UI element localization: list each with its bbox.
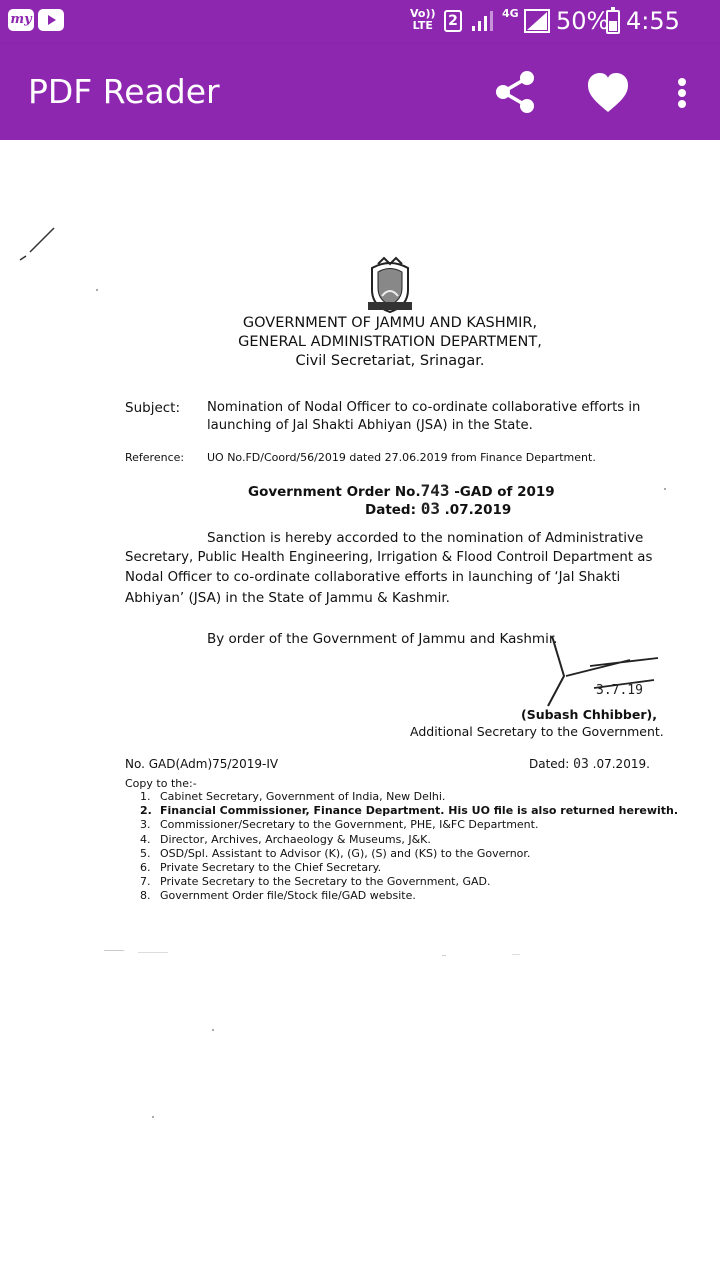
battery-percentage: 50% xyxy=(556,7,610,35)
dated-day: 03 xyxy=(420,499,440,518)
volte-label: Vo)) xyxy=(410,7,436,20)
copy-list-text: Private Secretary to the Chief Secretary. xyxy=(160,861,382,875)
by-order-line: By order of the Government of Jammu and Kashmir. xyxy=(207,631,558,647)
order-number: 743 xyxy=(420,481,450,500)
copy-list-item xyxy=(140,861,678,875)
copy-to-label: Copy to the:- xyxy=(125,777,197,790)
copy-list-number: 8. xyxy=(140,889,151,903)
battery-icon xyxy=(606,10,620,34)
favorite-button[interactable] xyxy=(582,68,634,116)
lte-label: LTE xyxy=(412,19,433,32)
clock: 4:55 xyxy=(626,7,680,35)
copy-list-number: 6. xyxy=(140,861,151,875)
copy-list-text: Cabinet Secretary, Government of India, New Delhi. xyxy=(160,790,446,803)
copy-list-text: Government Order file/Stock file/GAD website. xyxy=(160,889,416,903)
order-suffix: -GAD of 2019 xyxy=(454,484,555,500)
sim-indicator: 2 xyxy=(444,10,462,32)
dated-label: Dated: xyxy=(365,502,416,518)
status-bar xyxy=(0,0,720,44)
scan-speck xyxy=(152,1116,154,1118)
copy-list-number: 5. xyxy=(140,846,151,860)
subject-line-2: launching of Jal Shakti Abhiyan (JSA) in the State. xyxy=(207,418,533,433)
copy-list-item xyxy=(140,790,678,804)
file-dated-rest: .07.2019. xyxy=(592,757,650,771)
copy-list xyxy=(140,790,678,904)
share-icon xyxy=(490,66,542,118)
copy-list-number: 7. xyxy=(140,875,151,889)
scan-speck xyxy=(96,289,98,291)
dated-rest: .07.2019 xyxy=(444,502,512,518)
share-button[interactable] xyxy=(490,66,542,118)
order-date-line xyxy=(365,500,511,519)
scan-speck xyxy=(442,955,446,956)
more-vert-icon xyxy=(678,78,686,86)
youtube-icon xyxy=(38,9,64,31)
more-vert-dot xyxy=(678,100,686,108)
copy-list-item xyxy=(140,875,678,889)
copy-list-number: 1. xyxy=(140,790,151,803)
copy-list-text: Director, Archives, Archaeology & Museums, J&K. xyxy=(160,832,431,846)
header-line-2: GENERAL ADMINISTRATION DEPARTMENT, xyxy=(238,334,542,350)
copy-list-text: Commissioner/Secretary to the Government, PHE, I&FC Department. xyxy=(160,818,539,832)
scan-speck xyxy=(512,954,520,955)
file-date xyxy=(529,755,650,774)
body-line-3: Nodal Officer to co-ordinate collaborative efforts in launching of ‘Jal Shakti xyxy=(125,570,621,585)
signature-image xyxy=(530,630,670,710)
more-options-button[interactable] xyxy=(664,66,700,118)
signature-date: 3.7.19 xyxy=(596,683,643,698)
more-vert-dot xyxy=(678,89,686,97)
volte-indicator xyxy=(410,8,436,32)
copy-list-text: Financial Commissioner, Finance Department. His UO file is also returned herewith. xyxy=(160,804,679,818)
body-line-1: Sanction is hereby accorded to the nomination of Administrative xyxy=(207,530,644,546)
body-line-2: Secretary, Public Health Engineering, Irrigation & Flood Controil Department as xyxy=(125,550,653,565)
subject-line-1: Nomination of Nodal Officer to co-ordinate collaborative efforts in xyxy=(207,400,641,415)
government-emblem-icon xyxy=(364,256,416,316)
body-line-4: Abhiyan’ (JSA) in the State of Jammu & Kashmir. xyxy=(125,590,450,606)
copy-list-number: 3. xyxy=(140,818,151,832)
copy-list-number: 4. xyxy=(140,832,151,846)
app-bar xyxy=(0,44,720,140)
signal-strength-icon xyxy=(470,9,496,33)
copy-list-item xyxy=(140,889,678,903)
copy-list-item xyxy=(140,804,678,818)
reference-text: UO No.FD/Coord/56/2019 dated 27.06.2019 from Finance Department. xyxy=(207,451,596,464)
app-title: PDF Reader xyxy=(28,72,220,111)
order-number-line xyxy=(248,482,555,501)
order-prefix: Government Order No. xyxy=(248,484,421,500)
header-line-1: GOVERNMENT OF JAMMU AND KASHMIR, xyxy=(242,315,538,331)
copy-list-text: OSD/Spl. Assistant to Advisor (K), (G), (S) and (KS) to the Governor. xyxy=(160,846,531,860)
copy-list-item xyxy=(140,833,678,847)
copy-list-item xyxy=(140,847,678,861)
subject-label: Subject: xyxy=(125,400,181,416)
scan-speck xyxy=(664,488,666,490)
copy-list-text: Private Secretary to the Secretary to the Government, GAD. xyxy=(160,875,491,889)
copy-list-item xyxy=(140,818,678,832)
pdf-page[interactable] xyxy=(0,140,720,1280)
signal-strength-sim2-icon xyxy=(524,9,550,33)
signatory-name: (Subash Chhibber), xyxy=(521,707,657,722)
copy-list-number: 2. xyxy=(140,804,152,818)
network-type-label: 4G xyxy=(502,7,519,20)
file-dated-label: Dated: xyxy=(529,757,570,771)
scan-speck xyxy=(104,950,124,951)
scan-speck xyxy=(138,952,168,953)
file-dated-day: 03 xyxy=(573,757,589,772)
header-line-3: Civil Secretariat, Srinagar. xyxy=(295,353,485,369)
scan-speck xyxy=(212,1029,214,1031)
reference-label: Reference: xyxy=(125,451,185,464)
my-app-icon: my xyxy=(8,9,34,31)
file-number: No. GAD(Adm)75/2019-IV xyxy=(125,757,279,771)
pen-mark xyxy=(18,226,58,262)
heart-icon xyxy=(582,68,634,116)
signatory-title: Additional Secretary to the Government. xyxy=(410,724,664,739)
